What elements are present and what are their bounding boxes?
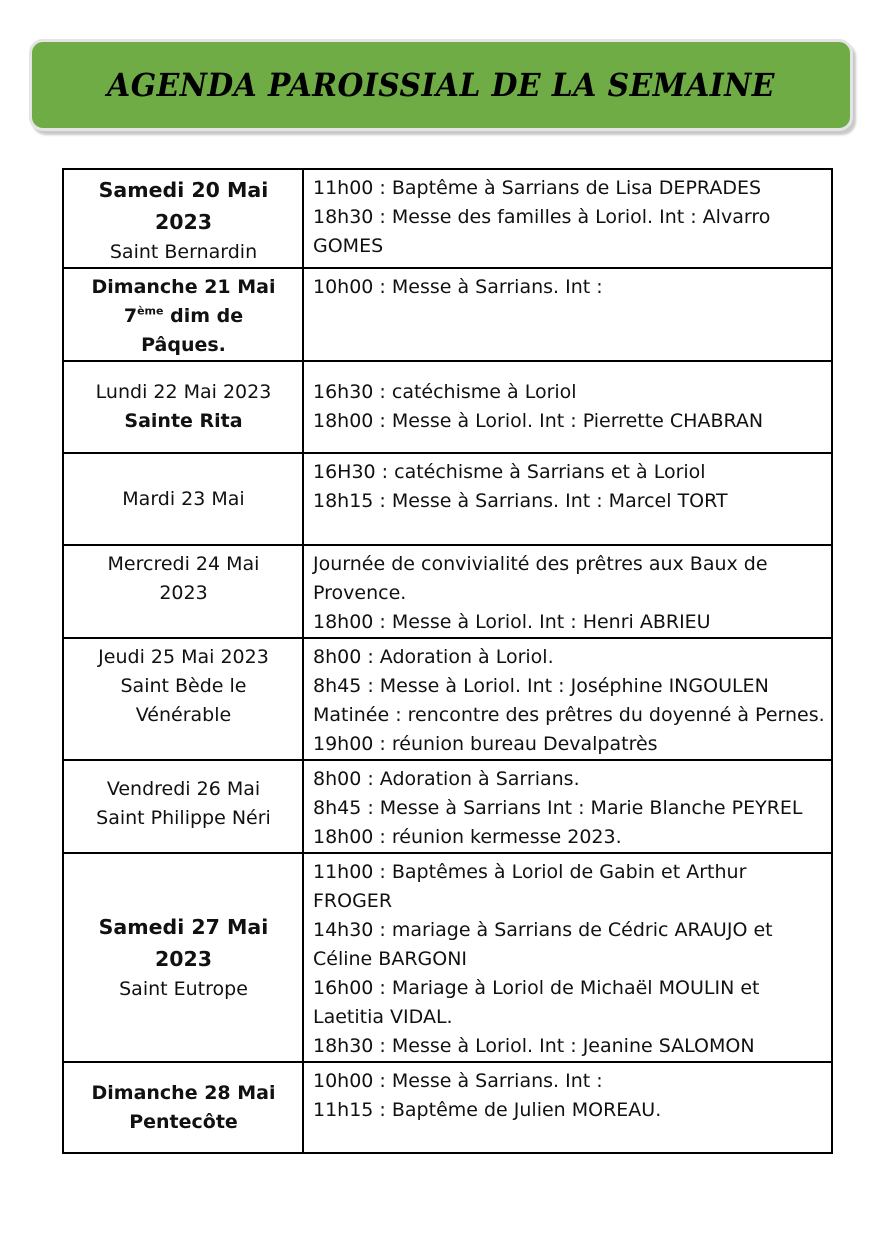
event-line: Journée de convivialité des prêtres aux Baux de <box>313 553 768 575</box>
event-line: GOMES <box>313 235 384 257</box>
day-cell <box>63 853 303 1062</box>
day-cell <box>63 638 303 760</box>
event-line: 18h30 : Messe à Loriol. Int : Jeanine SALOMON <box>313 1035 755 1057</box>
day-date: Vendredi 26 Mai <box>106 778 261 800</box>
agenda-row-dimanche-28 <box>63 1062 832 1153</box>
event-line: 18h00 : Messe à Loriol. Int : Pierrette CHABRAN <box>313 410 764 432</box>
day-liturgical-week: 7ème dim de <box>123 304 244 327</box>
event-line: 18h30 : Messe des familles à Loriol. Int : Alvarro <box>313 206 771 228</box>
events-cell <box>303 361 832 453</box>
day-saint: Sainte Rita <box>124 410 243 432</box>
events-cell <box>303 853 832 1062</box>
events-cell <box>303 638 832 760</box>
day-year: 2023 <box>154 210 213 234</box>
event-line: Matinée : rencontre des prêtres du doyenné à Pernes. <box>313 704 825 726</box>
day-date: Samedi 20 Mai <box>98 178 269 202</box>
event-line: Céline BARGONI <box>313 948 468 970</box>
day-date: Lundi 22 Mai 2023 <box>95 381 272 403</box>
day-cell <box>63 361 303 453</box>
event-line: 19h00 : réunion bureau Devalpatrès <box>313 733 658 755</box>
day-feast: Pentecôte <box>129 1111 238 1133</box>
agenda-row-samedi-20 <box>63 169 832 268</box>
day-cell <box>63 1062 303 1153</box>
agenda-row-vendredi-26 <box>63 760 832 853</box>
agenda-row-dimanche-21 <box>63 268 832 361</box>
day-date: Mardi 23 Mai <box>122 487 245 510</box>
event-line: FROGER <box>313 890 393 912</box>
agenda-row-lundi-22 <box>63 361 832 453</box>
event-line: 18h00 : réunion kermesse 2023. <box>313 826 622 848</box>
event-line: 8h00 : Adoration à Sarrians. <box>313 768 580 790</box>
event-line: 16H30 : catéchisme à Sarrians et à Loriol <box>313 461 706 483</box>
day-date: Dimanche 28 Mai <box>91 1082 276 1104</box>
day-saint: Saint Philippe Néri <box>96 807 271 829</box>
agenda-table <box>62 168 833 1154</box>
event-line: 11h00 : Baptêmes à Loriol de Gabin et Arthur <box>313 861 747 883</box>
event-line: Laetitia VIDAL. <box>313 1006 453 1028</box>
title-banner <box>29 39 853 131</box>
event-line: 16h30 : catéchisme à Loriol <box>313 381 577 403</box>
events-cell <box>303 453 832 545</box>
event-line: 11h00 : Baptême à Sarrians de Lisa DEPRADES <box>313 177 762 199</box>
day-saint-2: Vénérable <box>135 704 232 726</box>
day-saint: Saint Eutrope <box>119 978 248 1000</box>
event-line: 18h00 : Messe à Loriol. Int : Henri ABRIEU <box>313 611 711 633</box>
day-date: Samedi 27 Mai <box>98 915 269 939</box>
events-cell <box>303 545 832 638</box>
day-year: 2023 <box>159 582 208 604</box>
agenda-row-mercredi-24 <box>63 545 832 638</box>
event-line: 10h00 : Messe à Sarrians. Int : <box>313 276 603 298</box>
day-feast: Pâques. <box>141 334 226 356</box>
day-date: Mercredi 24 Mai <box>107 553 260 575</box>
events-cell <box>303 268 832 361</box>
event-line: 11h15 : Baptême de Julien MOREAU. <box>313 1099 662 1121</box>
day-cell <box>63 268 303 361</box>
events-cell <box>303 1062 832 1153</box>
agenda-row-samedi-27 <box>63 853 832 1062</box>
event-line: 14h30 : mariage à Sarrians de Cédric ARAUJO et <box>313 919 773 941</box>
day-date: Dimanche 21 Mai <box>91 276 276 298</box>
event-line: 8h45 : Messe à Loriol. Int : Joséphine INGOULEN <box>313 675 769 697</box>
day-saint: Saint Bède le <box>120 675 247 697</box>
day-cell <box>63 169 303 268</box>
day-saint: Saint Bernardin <box>109 241 258 263</box>
events-cell <box>303 169 832 268</box>
agenda-row-jeudi-25 <box>63 638 832 760</box>
events-cell <box>303 760 832 853</box>
event-line: 18h15 : Messe à Sarrians. Int : Marcel TORT <box>313 490 728 512</box>
day-cell <box>63 453 303 545</box>
page-title: AGENDA PAROISSIAL DE LA SEMAINE <box>107 66 775 104</box>
event-line: 8h45 : Messe à Sarrians Int : Marie Blanche PEYREL <box>313 797 803 819</box>
day-date: Jeudi 25 Mai 2023 <box>98 646 269 668</box>
day-cell <box>63 760 303 853</box>
day-year: 2023 <box>154 947 213 971</box>
event-line: 10h00 : Messe à Sarrians. Int : <box>313 1070 603 1092</box>
agenda-row-mardi-23 <box>63 453 832 545</box>
event-line: 8h00 : Adoration à Loriol. <box>313 646 554 668</box>
day-cell <box>63 545 303 638</box>
event-line: 16h00 : Mariage à Loriol de Michaël MOULIN et <box>313 977 760 999</box>
event-line: Provence. <box>313 582 407 604</box>
